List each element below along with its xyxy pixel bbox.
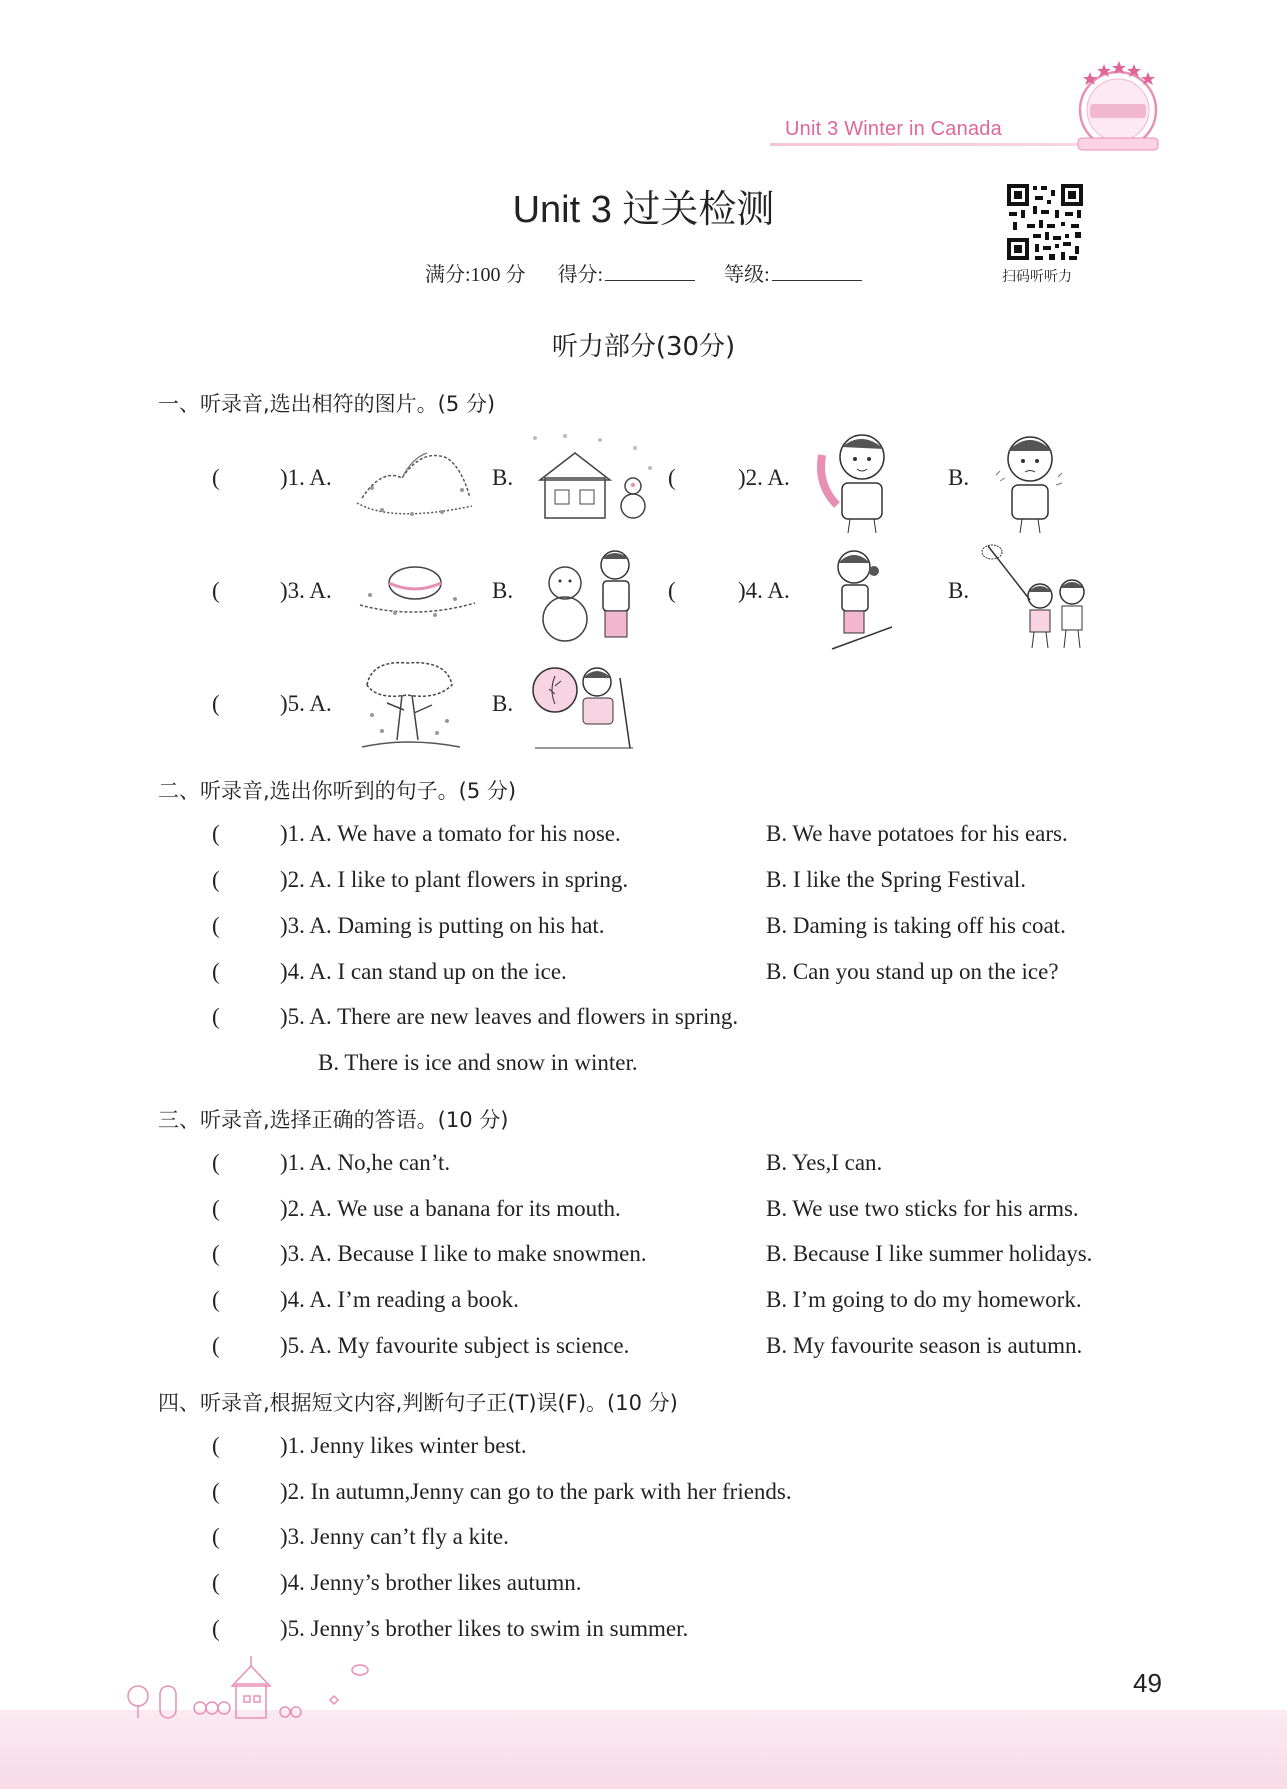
autumn-tree-image[interactable] — [352, 655, 467, 755]
answer-paren[interactable]: ( — [212, 1287, 220, 1312]
answer-paren[interactable]: ( — [212, 913, 220, 938]
statement: )2. In autumn,Jenny can go to the park with her friends. — [280, 1479, 792, 1504]
answer-paren[interactable]: ( — [212, 1433, 220, 1458]
answer-paren[interactable]: ( — [212, 867, 220, 892]
answer-paren[interactable]: ( — [668, 578, 676, 603]
answer-paren[interactable]: ( — [212, 1241, 220, 1266]
option-b: B. Because I like summer holidays. — [766, 1241, 1093, 1266]
item-number: )2. A. — [738, 465, 790, 490]
answer-paren[interactable]: ( — [212, 1524, 220, 1549]
boy-with-scarf-image[interactable] — [812, 425, 902, 533]
item-number: )1. A. — [280, 465, 332, 490]
part-title: 听力部分(30分) — [551, 332, 736, 362]
full-score: 满分:100 分 — [425, 264, 526, 286]
score-blank[interactable] — [605, 262, 695, 281]
footer-town-decoration-icon — [120, 1650, 380, 1720]
answer-paren[interactable]: ( — [212, 1150, 220, 1175]
girl-skating-image[interactable] — [812, 545, 902, 653]
option-b-label: B. — [948, 578, 970, 603]
winter-landscape-image[interactable] — [352, 428, 477, 528]
section-3-title: 三、听录音,选择正确的答语。(10 分) — [158, 1108, 509, 1132]
answer-paren[interactable]: ( — [212, 959, 220, 984]
option-a: )1. A. No,he can’t. — [280, 1150, 451, 1175]
header-rule — [770, 143, 1100, 146]
section-4-title: 四、听录音,根据短文内容,判断句子正(T)误(F)。(10 分) — [158, 1391, 678, 1415]
grade-label: 等级: — [724, 264, 770, 286]
kid-making-snowman-image[interactable] — [525, 545, 655, 645]
running-header: Unit 3 Winter in Canada — [785, 118, 1002, 140]
answer-paren[interactable]: ( — [212, 1333, 220, 1358]
answer-paren[interactable]: ( — [212, 1616, 220, 1641]
option-a: )2. A. We use a banana for its mouth. — [280, 1196, 621, 1221]
option-b: B. Yes,I can. — [766, 1150, 883, 1175]
answer-paren[interactable]: ( — [668, 465, 676, 490]
item-number: )5. A. — [280, 691, 332, 716]
option-b: B. Can you stand up on the ice? — [766, 959, 1059, 984]
answer-paren[interactable]: ( — [212, 1196, 220, 1221]
option-b-label: B. — [492, 465, 514, 490]
option-b: B. I like the Spring Festival. — [766, 867, 1027, 892]
option-a: )3. A. Because I like to make snowmen. — [280, 1241, 647, 1266]
statement: )1. Jenny likes winter best. — [280, 1433, 527, 1458]
option-b: B. My favourite season is autumn. — [766, 1333, 1083, 1358]
option-b: B. We use two sticks for his arms. — [766, 1196, 1079, 1221]
page-number: 49 — [1133, 1668, 1162, 1698]
answer-paren[interactable]: ( — [212, 1570, 220, 1595]
page-title: Unit 3 过关检测 — [512, 189, 775, 231]
item-number: )4. A. — [738, 578, 790, 603]
option-a: )4. A. I can stand up on the ice. — [280, 959, 567, 984]
option-b: B. Daming is taking off his coat. — [766, 913, 1066, 938]
option-b: B. We have potatoes for his ears. — [766, 821, 1068, 846]
option-b: B. There is ice and snow in winter. — [318, 1050, 638, 1075]
option-a: )1. A. We have a tomato for his nose. — [280, 821, 621, 846]
answer-paren[interactable]: ( — [212, 1479, 220, 1504]
option-a: )5. A. There are new leaves and flowers in spring. — [280, 1004, 739, 1029]
option-a: )3. A. Daming is putting on his hat. — [280, 913, 605, 938]
qr-label: 扫码听听力 — [1002, 269, 1072, 285]
grade-blank[interactable] — [772, 262, 862, 281]
snow-scene-image[interactable] — [355, 555, 480, 625]
option-b-label: B. — [948, 465, 970, 490]
score-line — [425, 258, 886, 287]
footer-band — [0, 1710, 1287, 1789]
section-2-title: 二、听录音,选出你听到的句子。(5 分) — [158, 779, 517, 803]
qr-code-icon[interactable] — [1005, 182, 1085, 262]
publisher-logo-icon — [1068, 58, 1170, 156]
section-1-title: 一、听录音,选出相符的图片。(5 分) — [158, 392, 496, 416]
snowy-house-snowman-image[interactable] — [525, 428, 660, 528]
kids-catching-butterflies-image[interactable] — [980, 540, 1095, 655]
statement: )5. Jenny’s brother likes to swim in summer. — [280, 1616, 689, 1641]
option-b-label: B. — [492, 578, 514, 603]
option-a: )5. A. My favourite subject is science. — [280, 1333, 630, 1358]
boy-with-leaf-picture-image[interactable] — [525, 658, 640, 753]
score-label: 得分: — [557, 264, 604, 286]
answer-paren[interactable]: ( — [212, 578, 220, 603]
statement: )4. Jenny’s brother likes autumn. — [280, 1570, 582, 1595]
answer-paren[interactable]: ( — [212, 691, 220, 716]
answer-paren[interactable]: ( — [212, 465, 220, 490]
statement: )3. Jenny can’t fly a kite. — [280, 1524, 509, 1549]
option-a: )4. A. I’m reading a book. — [280, 1287, 519, 1312]
option-b-label: B. — [492, 691, 514, 716]
item-number: )3. A. — [280, 578, 332, 603]
answer-paren[interactable]: ( — [212, 821, 220, 846]
boy-shivering-image[interactable] — [990, 425, 1070, 533]
option-a: )2. A. I like to plant flowers in spring. — [280, 867, 629, 892]
answer-paren[interactable]: ( — [212, 1004, 220, 1029]
option-b: B. I’m going to do my homework. — [766, 1287, 1082, 1312]
